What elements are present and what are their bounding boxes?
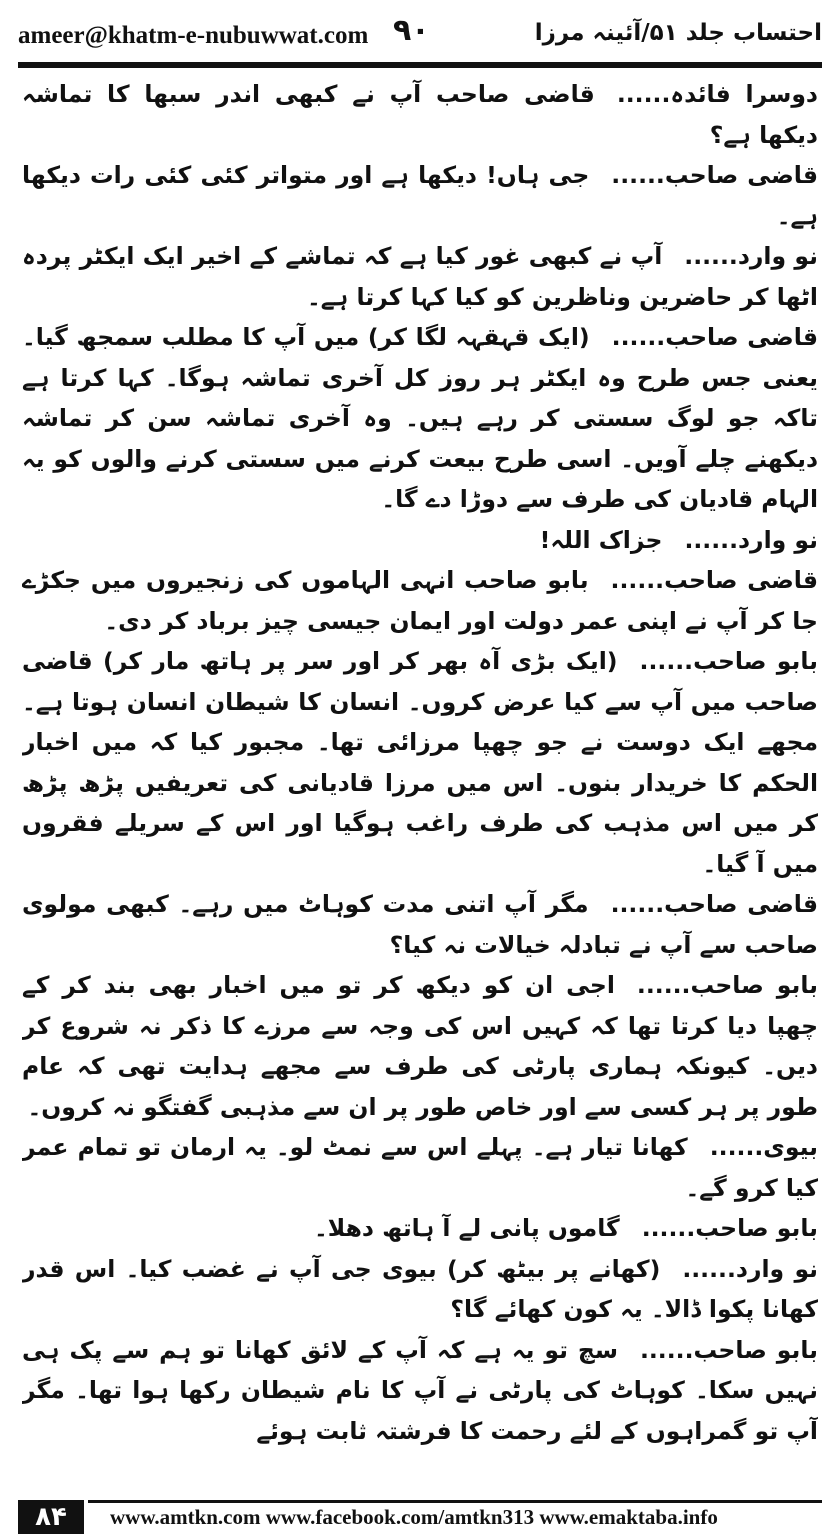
dialogue-paragraph bbox=[22, 560, 818, 641]
dialogue-paragraph bbox=[22, 74, 818, 155]
speaker-label: بابو صاحب...... bbox=[636, 971, 818, 999]
speaker-label: نو وارد...... bbox=[684, 525, 818, 554]
dialogue-paragraph bbox=[22, 641, 818, 884]
header-page-number: ۹۰ bbox=[393, 13, 430, 48]
speaker-label: بابو صاحب...... bbox=[639, 647, 818, 675]
speech-text: کھانا تیار ہے۔ پہلے اس سے نمٹ لو۔ یہ ارمان تو تمام عمر کیا کرو گے۔ bbox=[22, 1133, 818, 1202]
footer-page-number: ۸۴ bbox=[18, 1500, 84, 1534]
dialogue-paragraph bbox=[22, 1330, 818, 1452]
dialogue-paragraph bbox=[22, 1249, 818, 1330]
speech-text: (ایک قہقہہ لگا کر) میں آپ کا مطلب سمجھ گیا۔ یعنی جس طرح وہ ایکٹر ہر روز کل آخری تماشہ ہوگا۔ کہا کرتا ہے تاکہ جو لوگ سستی کر رہے ہیں۔ وہ آخری تماشہ سن کر تماشہ دیکھنے چلے آویں۔ اسی طرح بیعت کرنے میں سستی کرنے والوں کو یہ الہام قادیان کی طرف سے دوڑا دے گا۔ bbox=[22, 323, 818, 513]
speech-text: بابو صاحب انہی الہاموں کی زنجیروں میں جکڑے جا کر آپ نے اپنی عمر دولت اور ایمان جیسی چیز برباد کر دی۔ bbox=[22, 566, 818, 635]
dialogue-paragraph bbox=[22, 236, 818, 317]
speaker-label: دوسرا فائدہ...... bbox=[616, 80, 818, 108]
header-rule bbox=[18, 62, 822, 68]
header-email: ameer@khatm-e-nubuwwat.com bbox=[18, 22, 369, 49]
speech-text: اجی ان کو دیکھ کر تو میں اخبار بھی بند کر کے چھپا دیا کرتا تھا کہ کہیں اس کی وجہ سے مرزے کا ذکر نہ شروع کر دیں۔ کیونکہ ہماری پارٹی کی طرف سے مجھے ہدایت تھی کہ عام طور پر ہر کسی سے اور خاص طور پر ان سے مذہبی گفتگو نہ کروں۔ bbox=[22, 971, 818, 1121]
speaker-label: قاضی صاحب...... bbox=[610, 566, 818, 594]
page-header bbox=[18, 10, 822, 54]
speech-text: جزاک اللہ! bbox=[539, 525, 663, 554]
speech-text: سچ تو یہ ہے کہ آپ کے لائق کھانا تو ہم سے پک ہی نہیں سکا۔ کوہاٹ کی پارٹی نے آپ کا نام شیطان رکھا ہوا تھا۔ مگر آپ تو گمراہوں کے لئے رحمت کا فرشتہ ثابت ہوئے bbox=[22, 1335, 818, 1445]
dialogue-paragraph bbox=[22, 317, 818, 520]
speaker-label: بیوی...... bbox=[709, 1133, 818, 1161]
speaker-label: قاضی صاحب...... bbox=[611, 161, 818, 189]
dialogue-paragraph bbox=[22, 965, 818, 1127]
speaker-label: بابو صاحب...... bbox=[641, 1214, 818, 1242]
footer-links: www.amtkn.com www.facebook.com/amtkn313 www.emaktaba.info bbox=[110, 1505, 718, 1529]
speech-text: آپ نے کبھی غور کیا ہے کہ تماشے کے اخیر ایک ایکٹر پردہ اٹھا کر حاضرین وناظرین کو کیا کہا کرتا ہے۔ bbox=[22, 242, 818, 311]
speech-text: مگر آپ اتنی مدت کوہاٹ میں رہے۔ کبھی مولوی صاحب سے آپ نے تبادلہ خیالات نہ کیا؟ bbox=[22, 890, 818, 959]
page-footer bbox=[18, 1500, 822, 1534]
footer-rule bbox=[88, 1500, 822, 1503]
speech-text: گاموں پانی لے آ ہاتھ دھلا۔ bbox=[314, 1214, 620, 1242]
speaker-label: نو وارد...... bbox=[684, 242, 818, 270]
speaker-label: نو وارد...... bbox=[682, 1254, 818, 1283]
speech-text: (کھانے پر بیٹھ کر) بیوی جی آپ نے غضب کیا۔ اس قدر کھانا پکوا ڈالا۔ یہ کون کھائے گا؟ bbox=[22, 1254, 818, 1323]
dialogue-paragraph bbox=[22, 520, 818, 561]
speech-text: قاضی صاحب آپ نے کبھی اندر سبھا کا تماشہ دیکھا ہے؟ bbox=[22, 80, 818, 149]
dialogue-paragraph bbox=[22, 1127, 818, 1208]
speech-text: جی ہاں! دیکھا ہے اور متواتر کئی کئی رات دیکھا ہے۔ bbox=[22, 161, 818, 230]
dialogue-body bbox=[22, 74, 818, 1482]
header-book-title: احتساب جلد ۵۱/آئینہ مرزا bbox=[534, 20, 822, 46]
dialogue-paragraph bbox=[22, 155, 818, 236]
speaker-label: بابو صاحب...... bbox=[639, 1335, 818, 1364]
dialogue-paragraph bbox=[22, 1208, 818, 1249]
speech-text: (ایک بڑی آہ بھر کر اور سر پر ہاتھ مار کر) قاضی صاحب میں آپ سے کیا عرض کروں۔ انسان کا شیطان انسان ہوتا ہے۔ مجھے ایک دوست نے جو چھپا مرزائی تھا۔ مجبور کیا کہ میں اخبار الحکم کا خریدار بنوں۔ اس میں مرزا قادیانی کی تعریفیں پڑھ پڑھ کر میں اس مذہب کی طرف راغب ہوگیا اور اس کے سریلے فقروں میں آ گیا۔ bbox=[22, 647, 818, 878]
dialogue-paragraph bbox=[22, 884, 818, 965]
speaker-label: قاضی صاحب...... bbox=[610, 890, 818, 918]
speaker-label: قاضی صاحب...... bbox=[611, 323, 818, 351]
